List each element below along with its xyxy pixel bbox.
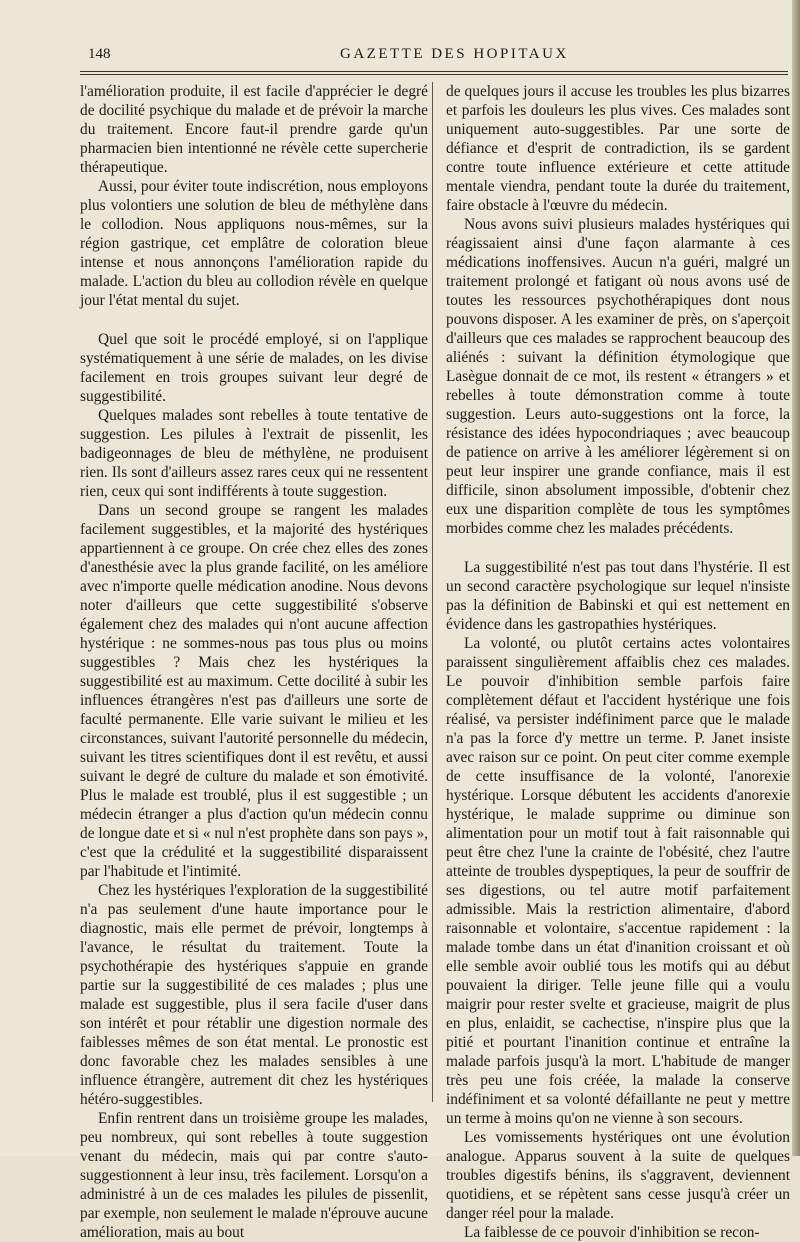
paragraph: Les vomissements hystériques ont une évolution analogue. Apparus souvent à la suite de quelques troubles digestifs bénins, ils s'aggravent, deviennent quotidiens, et se répètent sans cesse jusqu'à créer un danger réel pour la malade. xyxy=(446,1129,790,1222)
paragraph: de quelques jours il accuse les troubles les plus bizarres et parfois les douleurs les plus vives. Ces malades sont uniquement auto-suggestibles. Par une sorte de défiance et d'esprit de contradiction, ils se gardent contre toute influence extérieure et cette attitude mentale viendra, pendant toute la durée du traitement, faire obstacle à l'œuvre du médecin. xyxy=(446,83,790,214)
running-header xyxy=(80,36,788,66)
paragraph: l'amélioration produite, il est facile d'apprécier le degré de docilité psychique du malade et de prévoir la marche du traitement. Encore faut-il prendre garde qu'un pharmacien bien intentionné ne révèle cette supercherie thérapeutique. xyxy=(80,83,428,176)
paragraph: Quelques malades sont rebelles à toute tentative de suggestion. Les pilules à l'extrait de pissenlit, les badigeonnages de bleu de méthylène, ne produisent rien. Ils sont d'ailleurs assez rares ceux qui ne ressentent rien, ceux qui sont indifférents à toute suggestion. xyxy=(80,407,428,500)
column-divider xyxy=(432,82,433,1102)
paragraph: La volonté, ou plutôt certains actes volontaires paraissent singulièrement affaiblis chez ces malades. Le pouvoir d'inhibition semble parfois faire complètement défaut et l'accident hystérique une fois réalisé, va persister indéfiniment parce que le malade n'a pas la force d'y mettre un terme. P. Janet insiste avec raison sur ce point. On peut citer comme exemple de cette insuffisance de la volonté, l'anorexie hystérique. Lorsque débutent les accidents d'anorexie hystérique, le malade supprime ou diminue son alimentation pour un motif tout à fait raisonnable qui peut être chez l'une la crainte de l'obésité, chez l'autre atteinte de troubles dyspeptiques, la peur de souffrir de ses digestions, ou tel autre motif parfaitement admissible. Mais la restriction alimentaire, d'abord raisonnable et volontaire, s'accentue rapidement : la malade tombe dans un état d'inanition croissant et où elle semble avoir oublié tous les motifs qui au début pouvaient la diriger. Telle jeune fille qui a voulu maigrir pour rester svelte et gracieuse, maigrit de plus en plus, enlaidit, se cachectise, n'inspire plus que la pitié et pourtant l'inanition continue et entraîne la malade parfois jusqu'à la mort. L'habitude de manger très peu une fois créée, la malade la conserve indéfiniment et sa volonté défaillante ne peut y mettre un terme à moins qu'on ne vienne à son secours. xyxy=(446,635,790,1127)
page-number: 148 xyxy=(88,46,111,62)
header-rule xyxy=(80,71,788,72)
paragraph: Nous avons suivi plusieurs malades hystériques qui réagissaient ainsi d'une façon alarmante à ces médications inoffensives. Aucun n'a guéri, malgré un traitement prolongé et fatigant où nous avons usé de toutes les ressources psychothérapiques dont nous pouvons disposer. A les examiner de près, on s'aperçoit d'ailleurs que ces malades se rapprochent beaucoup des aliénés : suivant la définition étymologique que Lasègue donnait de ce mot, ils restent « étrangers » et rebelles à toute démonstration comme à toute suggestion. Leurs auto-suggestions ont la force, la résistance des idées hypocondriaques ; avec beaucoup de patience on arrive à les améliorer légèrement si on peut leur inspirer une grande confiance, mais il est difficile, sinon absolument impossible, d'obtenir chez eux une disparition complète de tous les symptômes morbides comme chez les malades précédents. xyxy=(446,216,790,537)
left-column xyxy=(80,82,428,1242)
journal-title: GAZETTE DES HOPITAUX xyxy=(340,46,569,62)
right-column xyxy=(446,82,790,1242)
paragraph: Chez les hystériques l'exploration de la suggestibilité n'a pas seulement d'une haute importance pour le diagnostic, mais elle permet de prévoir, longtemps à l'avance, le résultat du traitement. Toute la psychothérapie des hystériques s'appuie en grande partie sur la suggestibilité de ces malades ; plus une malade est suggestible, plus il sera facile d'user dans son intérêt et pour rétablir une digestion normale des faiblesses mêmes de son état mental. Le pronostic est donc favorable chez les malades sensibles à une influence étrangère, autrement dit chez les hystériques hétéro-suggestibles. xyxy=(80,882,428,1108)
paragraph: La faiblesse de ce pouvoir d'inhibition se recon- xyxy=(464,1224,760,1241)
paragraph: Enfin rentrent dans un troisième groupe les malades, peu nombreux, qui sont rebelles à toute suggestion venant du médecin, mais qui par contre s'auto-suggestionnent à leur insu, très facilement. Lorsqu'on a administré à un de ces malades les pilules de pissenlit, par exemple, non seulement le malade n'éprouve aucune amélioration, mais au bout xyxy=(80,1110,428,1241)
paragraph: Dans un second groupe se rangent les malades facilement suggestibles, et la majorité des hystériques appartiennent à ce groupe. On crée chez elles des zones d'anesthésie avec la plus grande facilité, on les améliore avec n'importe quelle médication anodine. Nous devons noter d'ailleurs que cette suggestibilité s'observe également chez des malades qui n'ont aucune affection hystérique : ne sommes-nous pas tous plus ou moins suggestibles ? Mais chez les hystériques la suggestibilité est au maximum. Cette docilité à subir les influences étrangères n'est pas d'ailleurs une sorte de faculté permanente. Elle varie suivant le milieu et les circonstances, suivant l'autorité personnelle du médecin, suivant les titres scientifiques dont il est revêtu, et aussi suivant le degré de culture du malade et son émotivité. Plus le malade est troublé, plus il est suggestible ; un médecin étranger a plus d'action qu'un médecin connu de longue date et si « nul n'est prophète dans son pays », c'est que la crédulité et la suggestibilité disparaissent par l'habitude et l'intimité. xyxy=(80,502,428,880)
header-rule-double xyxy=(80,74,788,75)
paragraph: Quel que soit le procédé employé, si on l'applique systématiquement à une série de malades, on les divise facilement en trois groupes suivant leur degré de suggestibilité. xyxy=(80,331,428,405)
paragraph: La suggestibilité n'est pas tout dans l'hystérie. Il est un second caractère psychologique sur lequel n'insiste pas la définition de Babinski et qui est nettement en évidence dans les gastropathies hystériques. xyxy=(446,559,790,633)
paragraph: Aussi, pour éviter toute indiscrétion, nous employons plus volontiers une solution de bleu de méthylène dans le collodion. Nous appliquons nous-mêmes, sur la région gastrique, cet emplâtre de coloration bleue intense et nous annonçons l'amélioration rapide du malade. L'action du bleu au collodion révèle en quelque jour l'état mental du sujet. xyxy=(80,178,428,309)
page-edge xyxy=(792,0,800,1156)
